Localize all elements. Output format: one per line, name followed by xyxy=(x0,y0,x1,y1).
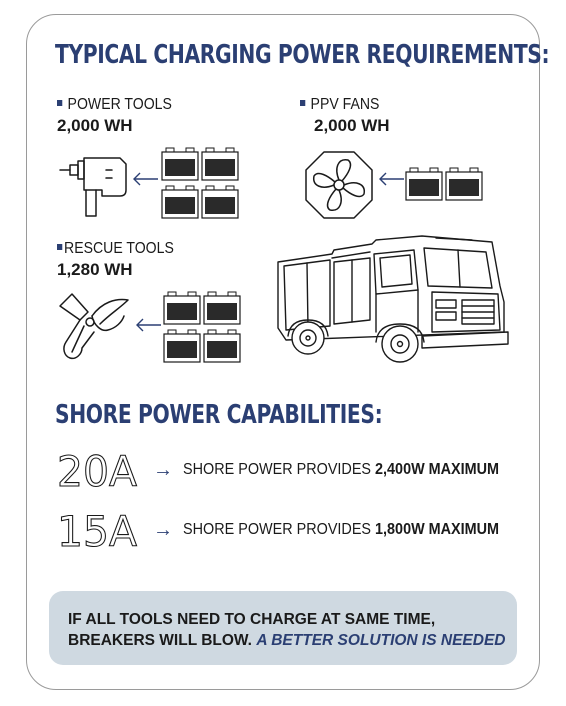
shore-power-heading: SHORE POWER CAPABILITIES: xyxy=(55,400,383,430)
capability-text-20a: SHORE POWER PROVIDES 2,400W MAXIMUM xyxy=(183,461,500,478)
note-line-2: BREAKERS WILL BLOW. A BETTER SOLUTION IS NEEDED xyxy=(68,632,506,649)
arrow-left-icon xyxy=(135,318,163,332)
capability-row-20a xyxy=(57,450,534,490)
arrow-left-icon xyxy=(378,172,406,186)
power-tools-label-group xyxy=(57,96,188,136)
amp-value-20a: 20A xyxy=(57,450,138,490)
rescue-tools-name: RESCUE TOOLS xyxy=(57,240,174,258)
charging-requirements-heading: TYPICAL CHARGING POWER REQUIREMENTS: xyxy=(55,40,550,70)
amp-rating-15a xyxy=(57,510,141,550)
capability-text-15a: SHORE POWER PROVIDES 1,800W MAXIMUM xyxy=(183,521,500,538)
rescue-tools-value: 1,280 WH xyxy=(57,260,133,279)
power-tools-value: 2,000 WH xyxy=(57,116,133,135)
battery-group-rescue-tools xyxy=(164,292,244,364)
rescue-tool-icon xyxy=(58,292,130,364)
arrow-right-icon: → xyxy=(153,458,173,481)
ppv-fans-name: PPV FANS xyxy=(300,96,379,114)
note-emphasis: A BETTER SOLUTION IS NEEDED xyxy=(256,632,506,649)
power-tools-name: POWER TOOLS xyxy=(57,96,172,114)
amp-rating-20a xyxy=(57,450,141,490)
arrow-left-icon xyxy=(132,172,160,186)
arrow-right-icon: → xyxy=(153,518,173,541)
fan-icon xyxy=(304,150,374,220)
battery-group-power-tools xyxy=(162,148,242,220)
fire-truck-icon xyxy=(272,232,512,377)
ppv-fans-value: 2,000 WH xyxy=(314,116,390,135)
rescue-tools-label-group xyxy=(57,240,190,280)
ppv-fans-label-group xyxy=(300,96,390,136)
amp-value-15a: 15A xyxy=(57,510,138,550)
capability-row-15a xyxy=(57,510,534,550)
warning-note xyxy=(49,591,517,665)
drill-icon xyxy=(60,150,140,220)
note-line-1: IF ALL TOOLS NEED TO CHARGE AT SAME TIME, xyxy=(68,611,436,628)
battery-group-ppv-fans xyxy=(406,168,482,202)
